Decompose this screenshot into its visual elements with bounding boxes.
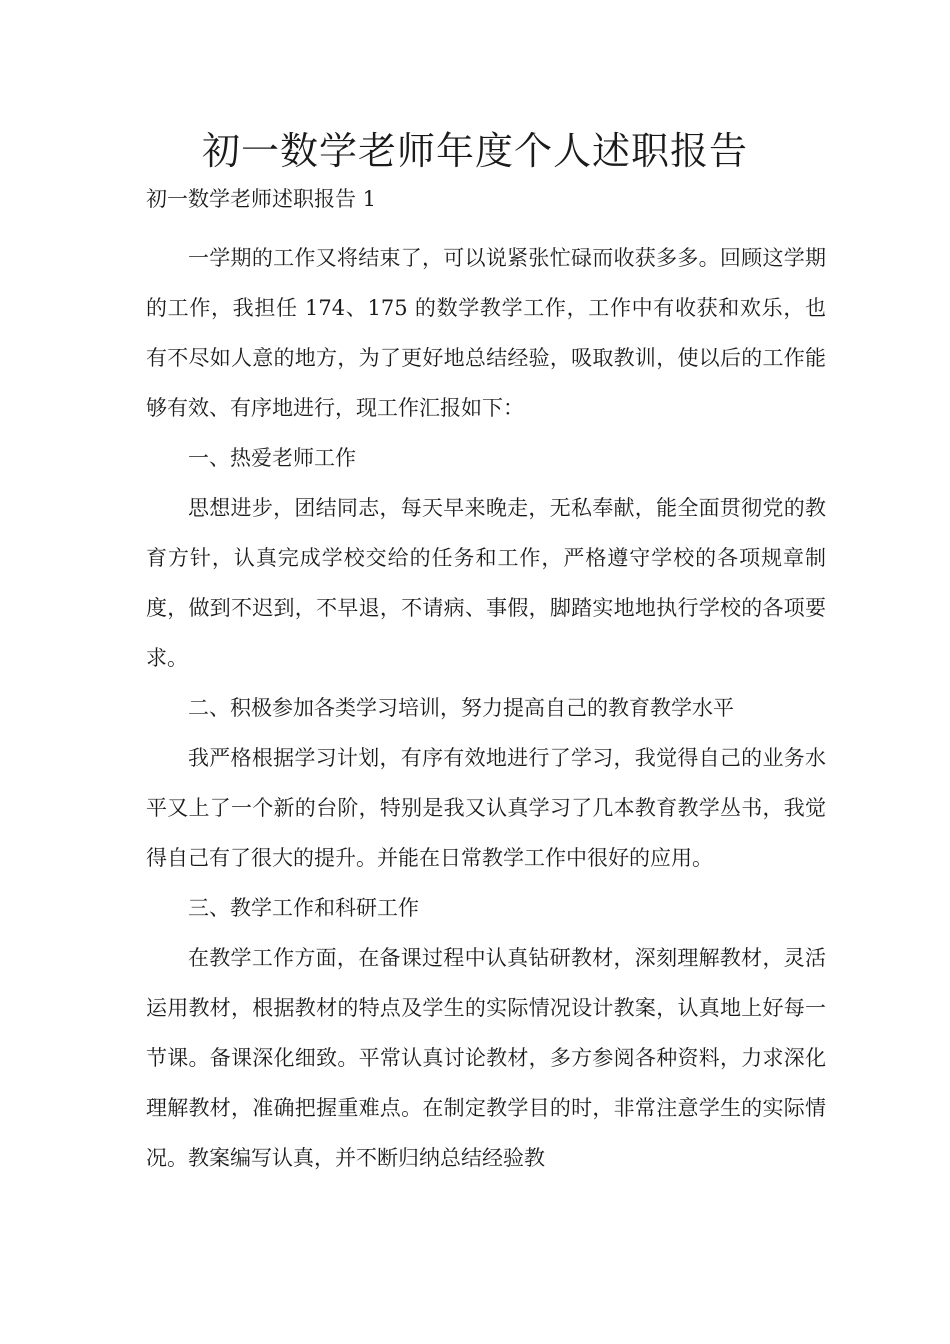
document-body [146,233,826,1183]
section-heading-2: 二、积极参加各类学习培训，努力提高自己的教育教学水平 [188,696,734,720]
paragraph-section-1: 思想进步，团结同志，每天早来晚走，无私奉献，能全面贯彻党的教育方针，认真完成学校交给的任务和工作，严格遵守学校的各项规章制度，做到不迟到，不早退，不请病、事假，脚踏实地地执行学校的各项要求。 [146,496,826,670]
document-title: 初一数学老师年度个人述职报告 [201,129,748,173]
section-heading-1: 一、热爱老师工作 [188,446,356,470]
section-heading-3: 三、教学工作和科研工作 [188,896,419,920]
paragraph-intro: 一学期的工作又将结束了，可以说紧张忙碌而收获多多。回顾这学期的工作，我担任 174、175 的数学教学工作，工作中有收获和欢乐，也有不尽如人意的地方，为了更好地总结经验，吸取教训，使以后的工作能够有效、有序地进行，现工作汇报如下： [146,246,826,420]
paragraph-section-3: 在教学工作方面，在备课过程中认真钻研教材，深刻理解教材，灵活运用教材，根据教材的特点及学生的实际情况设计教案，认真地上好每一节课。备课深化细致。平常认真讨论教材，多方参阅各种资料，力求深化理解教材，准确把握重难点。在制定教学目的时，非常注意学生的实际情况。教案编写认真，并不断归纳总结经验教 [146,946,826,1170]
document-subtitle: 初一数学老师述职报告 1 [146,187,377,211]
paragraph-section-2: 我严格根据学习计划，有序有效地进行了学习，我觉得自己的业务水平又上了一个新的台阶，特别是我又认真学习了几本教育教学丛书，我觉得自己有了很大的提升。并能在日常教学工作中很好的应用。 [146,746,826,870]
